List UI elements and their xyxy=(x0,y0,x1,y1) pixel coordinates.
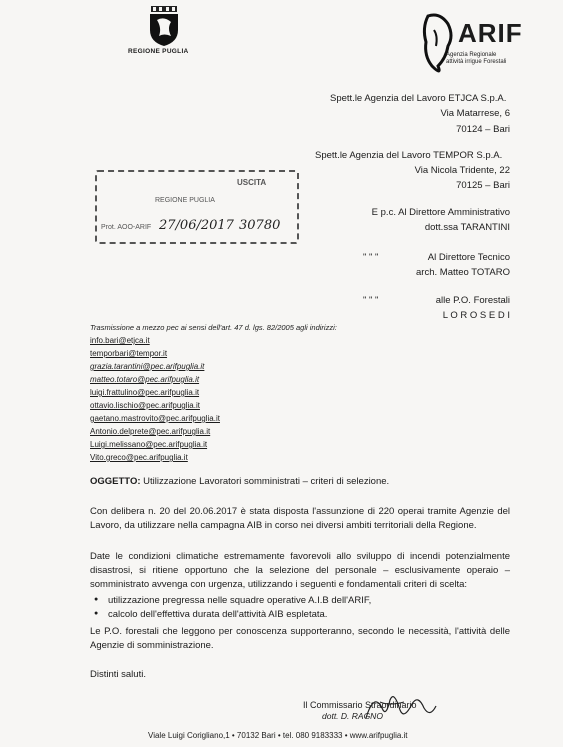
email-address[interactable]: Antonio.delprete@pec.arifpuglia.it xyxy=(90,427,211,436)
email-address[interactable]: info.bari@etjca.it xyxy=(90,336,150,345)
email-address[interactable]: gaetano.mastrovito@pec.arifpuglia.it xyxy=(90,414,220,423)
regione-puglia-crest-icon xyxy=(147,6,181,46)
recipient-5-line1: alle P.O. Forestali xyxy=(435,295,510,306)
region-label: REGIONE PUGLIA xyxy=(128,48,189,55)
subject-line xyxy=(90,476,389,487)
protocol-stamp xyxy=(95,170,299,244)
stamp-region: REGIONE PUGLIA xyxy=(155,197,215,204)
recipient-5-line2: L O R O S E D I xyxy=(442,310,510,321)
arif-sub-line1: Agenzia Regionale xyxy=(446,52,497,58)
email-address[interactable]: matteo.totaro@pec.arifpuglia.it xyxy=(90,375,200,384)
signer-title: Il Commissario Straordinario xyxy=(303,700,417,710)
recipient-2-city: 70125 – Bari xyxy=(456,180,510,191)
transmission-heading: Trasmissione a mezzo pec ai sensi dell'art. 47 d. lgs. 82/2005 agli indirizzi: xyxy=(90,323,337,332)
recipient-5-ditto: " " " xyxy=(363,295,379,306)
body-paragraph-2: Date le condizioni climatiche estremamente favorevoli allo sviluppo di incendi potenzialmente disastrosi, si ritiene opportuno che la selezione del personale – esclusivamente operaio – somministrato avvenga con urgenza, utilizzando i seguenti e fondamentali criteri di scelta: xyxy=(90,551,510,590)
recipient-1-name: Spett.le Agenzia del Lavoro ETJCA S.p.A. xyxy=(330,93,507,104)
stamp-number: 30780 xyxy=(239,218,281,233)
recipient-4-line2: arch. Matteo TOTARO xyxy=(416,267,510,278)
email-address[interactable]: ottavio.lischio@pec.arifpuglia.it xyxy=(90,401,200,410)
recipient-2-name: Spett.le Agenzia del Lavoro TEMPOR S.p.A. xyxy=(315,150,503,161)
body-paragraph-3: Le P.O. forestali che leggono per conoscenza supporteranno, secondo le necessità, l'attività delle Agenzie di somministrazione. xyxy=(90,626,510,651)
body-paragraph-1: Con delibera n. 20 del 20.06.2017 è stata disposta l'assunzione di 220 operai tramite Agenzie del Lavoro, da utilizzare nella campagna AIB in corso nei diversi ambiti territoriali della Regione. xyxy=(90,506,510,531)
email-address[interactable]: grazia.tarantini@pec.arifpuglia.it xyxy=(90,362,205,371)
subject-text: Utilizzazione Lavoratori somministrati – criteri di selezione. xyxy=(143,476,390,487)
recipient-4-line1: Al Direttore Tecnico xyxy=(427,252,510,263)
email-address[interactable]: temporbari@tempor.it xyxy=(90,349,168,358)
email-address[interactable]: Luigi.melissano@pec.arifpuglia.it xyxy=(90,440,208,449)
footer-address: Viale Luigi Corigliano,1 • 70132 Bari • tel. 080 9183333 • www.arifpuglia.it xyxy=(148,731,408,740)
recipient-3-line1: E p.c. Al Direttore Amministrativo xyxy=(371,207,510,218)
recipient-2-street: Via Nicola Tridente, 22 xyxy=(414,165,510,176)
signer-name: dott. D. RAGNO xyxy=(322,711,383,721)
arif-sub-line2: attività irrigue Forestali xyxy=(446,59,507,65)
closing-salutation: Distinti saluti. xyxy=(90,669,146,680)
criteria-item-1: ● utilizzazione pregressa nelle squadre operative A.I.B dell'ARIF, xyxy=(108,595,371,606)
arif-subtitle xyxy=(446,52,506,66)
recipient-1-street: Via Matarrese, 6 xyxy=(440,108,510,119)
email-address[interactable]: luigi.frattulino@pec.arifpuglia.it xyxy=(90,388,200,397)
email-address[interactable]: Vito.greco@pec.arifpuglia.it xyxy=(90,453,188,462)
stamp-prot: Prot. AOO-ARIF xyxy=(101,224,152,231)
recipient-1-city: 70124 – Bari xyxy=(456,124,510,135)
stamp-uscita: USCITA xyxy=(237,178,267,187)
recipient-4-ditto: " " " xyxy=(363,252,379,263)
arif-logo-text: ARIF xyxy=(458,18,523,48)
stamp-date: 27/06/2017 xyxy=(159,218,234,233)
criteria-item-2: ● calcolo dell'effettiva durata dell'attività AIB espletata. xyxy=(108,609,327,620)
subject-label: OGGETTO: xyxy=(90,476,141,487)
recipient-3-line2: dott.ssa TARANTINI xyxy=(424,222,510,233)
